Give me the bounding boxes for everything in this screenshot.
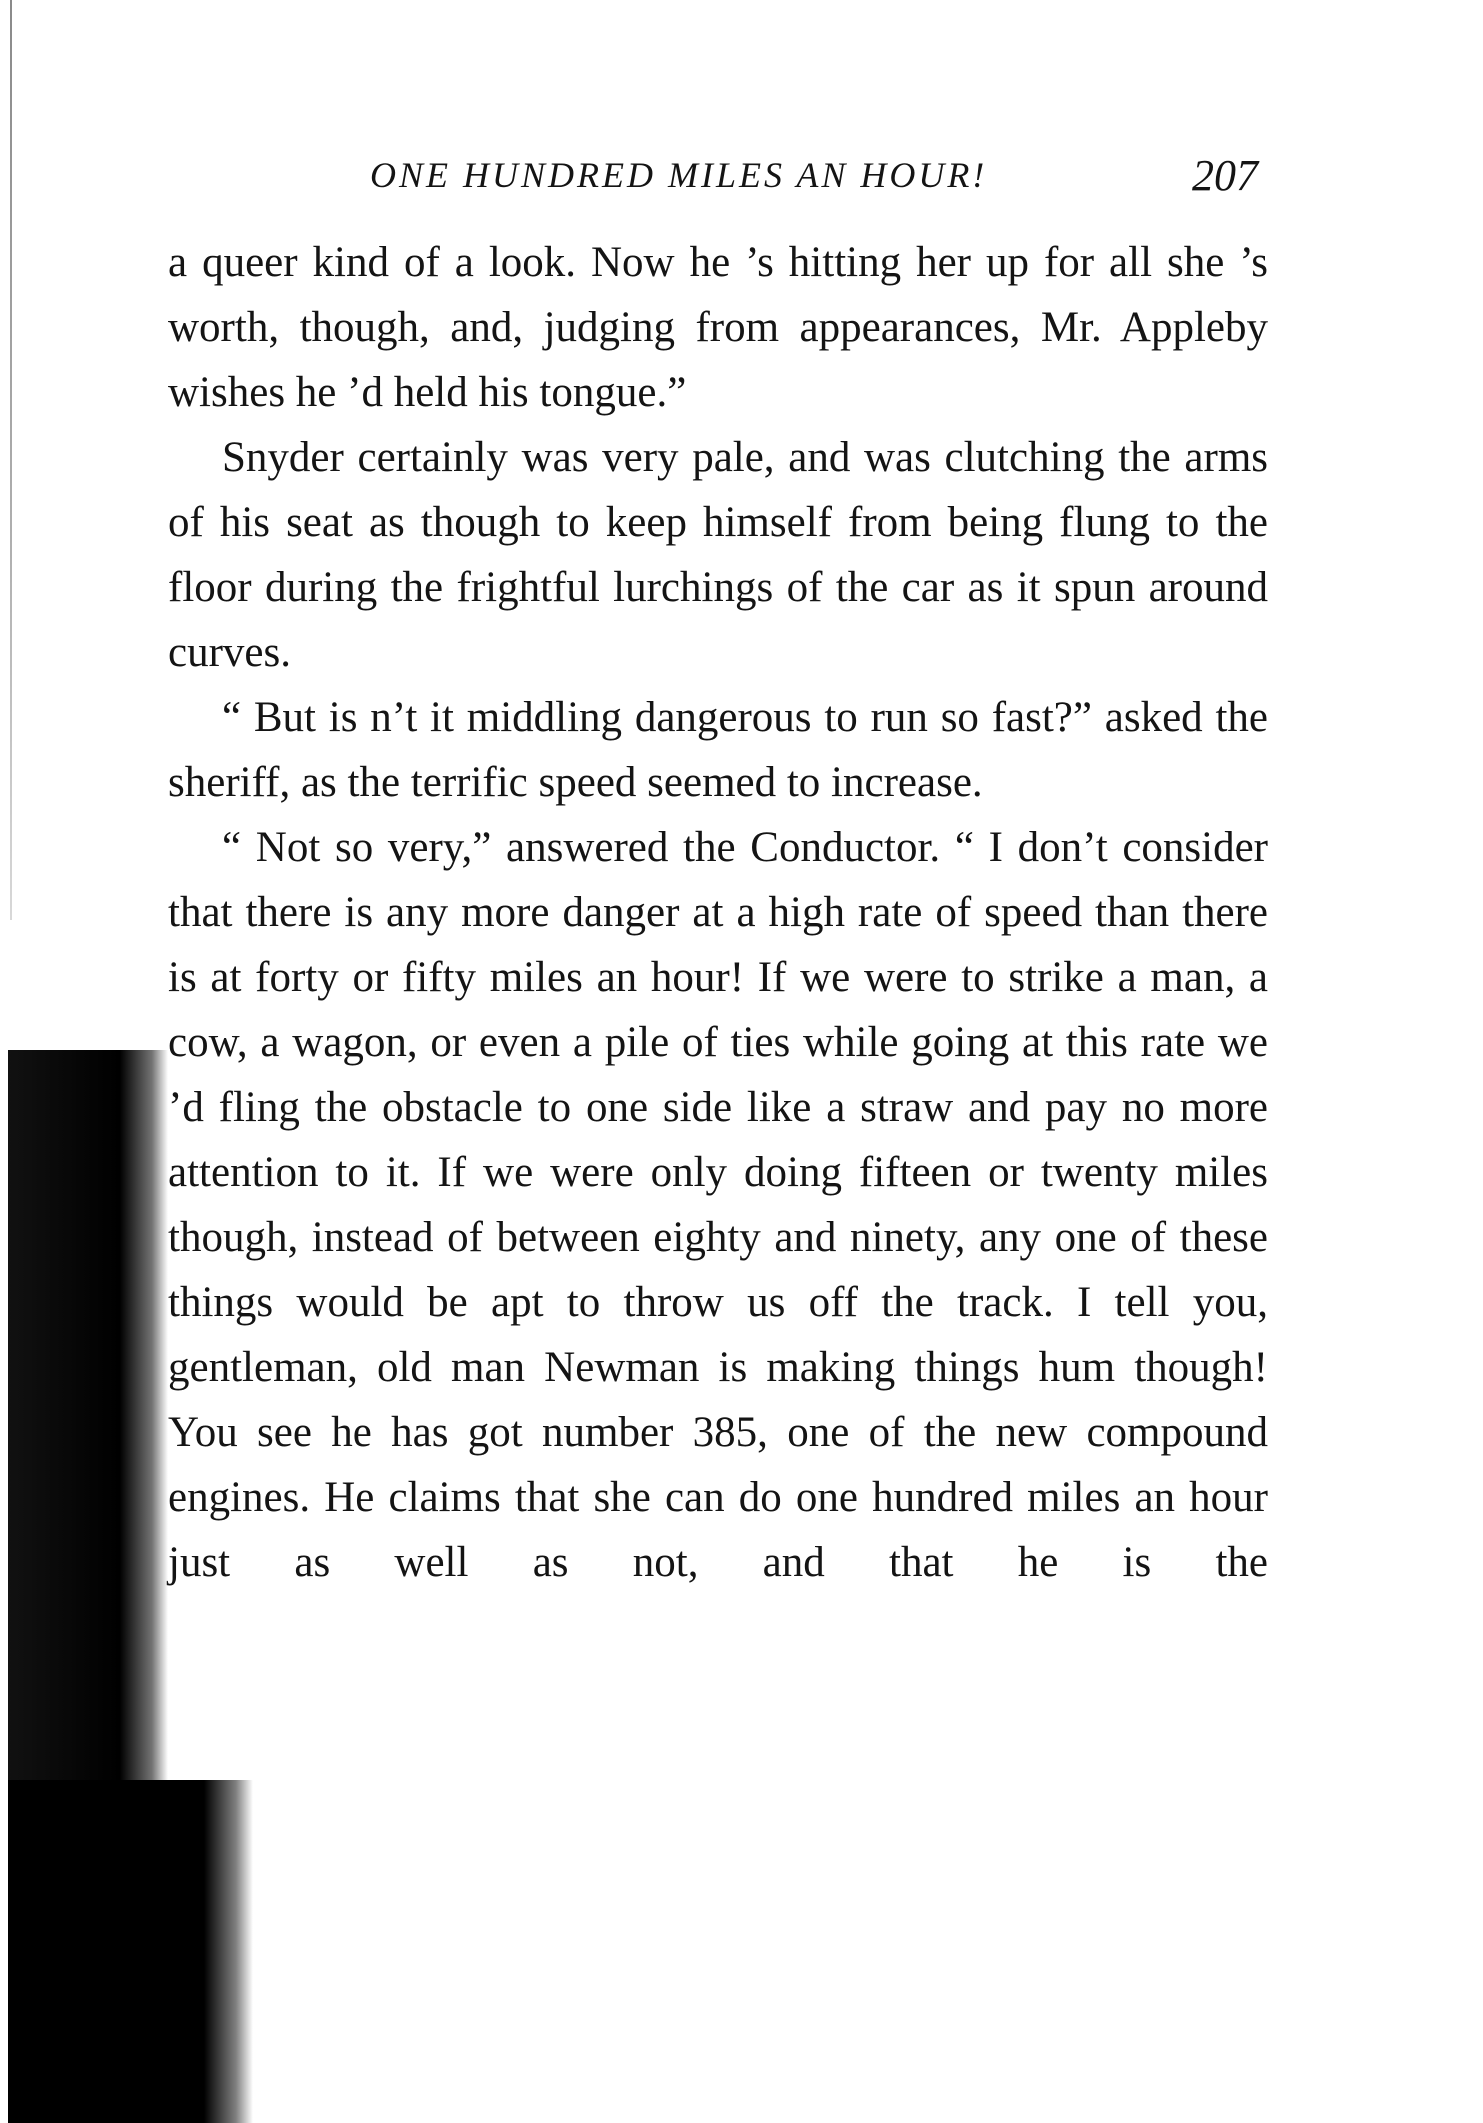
page-edge-shadow-lower xyxy=(8,1780,253,2123)
page-number: 207 xyxy=(1192,151,1258,200)
paragraph-snyder: Snyder certainly was very pale, and was clutching the arms of his seat as though to keep himself from being flung to the floor during the frightful lurchings of the car as it spun around curves. xyxy=(168,434,1268,676)
running-title: ONE HUNDRED MILES AN HOUR! xyxy=(370,155,988,195)
paragraph-conductor-answer: “ Not so very,” answered the Conductor. “ I don’t consider that there is any more danger at a high rate of speed than there is at forty or fifty miles an hour! If we were to strike a man, a cow, a wagon, or even a pile of ties while going at this rate we ’d fling the obstacle to one side like a straw and pay no more attention to it. If we were only doing fifteen or twenty miles though, instead of between eighty and ninety, any one of these things would be apt to throw us off the track. I tell you, gentleman, old man Newman is making things hum though! You see he has got number 385, one of the new compound engines. He claims that she can do one hundred miles an hour just as well as not, and that he is the xyxy=(168,824,1268,1586)
paragraph-sheriff-question: “ But is n’t it middling dangerous to run so fast?” asked the sheriff, as the terrific speed seemed to increase. xyxy=(168,694,1268,806)
running-head xyxy=(168,150,1268,210)
binding-line xyxy=(10,0,12,920)
paragraph-continuation: a queer kind of a look. Now he ’s hitting her up for all she ’s worth, though, and, judging from appearances, Mr. Appleby wishes he ’d held his tongue.” xyxy=(168,239,1268,416)
body-text xyxy=(168,230,1268,1595)
